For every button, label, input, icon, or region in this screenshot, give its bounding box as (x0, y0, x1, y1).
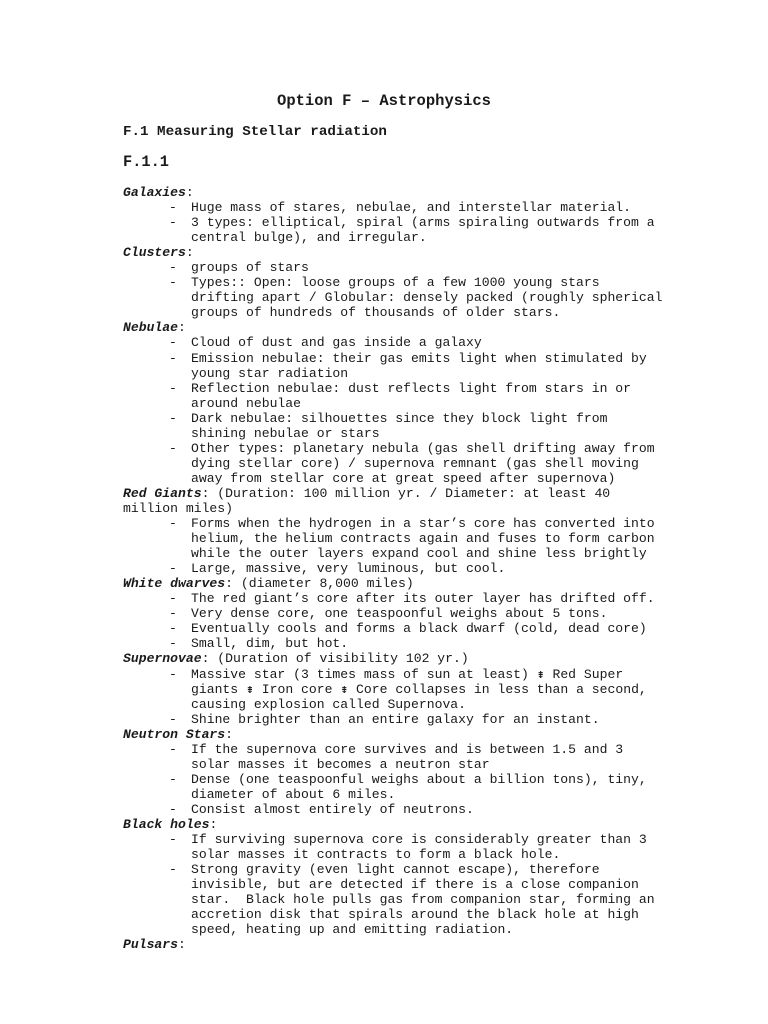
bullet-item (123, 411, 653, 441)
bullet-item (123, 667, 653, 712)
bullet-text: Huge mass of stares, nebulae, and interstellar material. (191, 200, 632, 216)
bullet-dash: - (169, 380, 177, 396)
bullet-dash: - (169, 832, 177, 848)
bullet-dash: - (169, 440, 177, 456)
bullet-text: Massive star (3 times mass of sun at least) ⇟ Red Super giants ⇟ Iron core ⇟ Core collapses in less than a second, causing explosion called Supernova. (191, 666, 647, 712)
bullet-dash: - (169, 621, 177, 637)
entry-term: Galaxies (123, 185, 186, 200)
entry-description: : (diameter 8,000 miles) (225, 576, 414, 592)
bullet-item (123, 606, 653, 621)
bullet-item (123, 200, 653, 215)
bullet-item (123, 832, 653, 862)
entry-term: Neutron Stars (123, 726, 226, 742)
bullet-item (123, 621, 653, 636)
bullet-item (123, 636, 653, 651)
entry-term: Pulsars (123, 937, 179, 953)
bullet-item (123, 215, 653, 245)
entry-term: White dwarves (123, 576, 226, 592)
bullet-item (123, 351, 653, 381)
bullet-text: groups of stars (191, 260, 309, 276)
bullet-text: Dense (one teaspoonful weighs about a billion tons), tiny, diameter of about 6 miles. (191, 771, 647, 802)
entry-description: : (Duration of visibility 102 yr.) (201, 651, 469, 667)
bullet-dash: - (169, 771, 177, 787)
bullet-text: Shine brighter than an entire galaxy for an instant. (191, 711, 600, 727)
bullet-item (123, 561, 653, 576)
bullet-dash: - (169, 215, 177, 231)
entry-heading (123, 651, 653, 666)
bullet-item (123, 862, 653, 937)
entry-heading (123, 937, 653, 952)
bullet-item (123, 516, 653, 561)
bullet-dash: - (169, 350, 177, 366)
entry-description: : (178, 320, 186, 336)
bullet-item (123, 591, 653, 606)
bullet-item (123, 802, 653, 817)
bullet-dash: - (169, 862, 177, 878)
entry-description: : (209, 816, 218, 832)
bullet-text: Reflection nebulae: dust reflects light from stars in or around nebulae (191, 380, 632, 411)
bullet-text: Dark nebulae: silhouettes since they block light from shining nebulae or stars (191, 410, 608, 441)
bullet-dash: - (169, 335, 177, 351)
entry-heading (123, 817, 653, 832)
section-heading: F.1 Measuring Stellar radiation (123, 124, 387, 140)
entry-description: : (Duration: 100 million yr. / Diameter: at least 40 million miles) (123, 485, 611, 516)
bullet-text: Forms when the hydrogen in a star’s core has converted into helium, the helium contracts again and fuses to form carbon while the outer layers expand cool and shine less brightly (191, 516, 655, 562)
entry-description: : (185, 185, 194, 200)
bullet-dash: - (169, 260, 177, 276)
bullet-item (123, 772, 653, 802)
entry-heading (123, 576, 653, 591)
bullet-dash: - (169, 561, 177, 577)
bullet-text: 3 types: elliptical, spiral (arms spiraling outwards from a central bulge), and irregular. (191, 215, 655, 246)
entry-term: Black holes (123, 816, 210, 832)
entry-term: Nebulae (123, 320, 179, 336)
bullet-text: Large, massive, very luminous, but cool. (191, 561, 506, 577)
bullet-item (123, 335, 653, 350)
entry-term: Supernovae (123, 651, 202, 667)
bullet-text: Other types: planetary nebula (gas shell drifting away from dying stellar core) / supernova remnant (gas shell moving away from stellar core at great speed after supernova) (191, 440, 655, 486)
bullet-text: If the supernova core survives and is between 1.5 and 3 solar masses it becomes a neutron star (191, 741, 624, 772)
bullet-dash: - (169, 516, 177, 532)
entry-description: : (178, 937, 186, 953)
bullet-text: Consist almost entirely of neutrons. (191, 801, 474, 817)
bullet-item (123, 742, 653, 772)
bullet-dash: - (169, 741, 177, 757)
bullet-item (123, 712, 653, 727)
bullet-text: Small, dim, but hot. (191, 636, 349, 652)
bullet-item (123, 260, 653, 275)
entry-term: Clusters (123, 245, 186, 261)
bullet-text: The red giant’s core after its outer layer has drifted off. (191, 591, 655, 607)
entry-heading (123, 245, 653, 260)
entry-description: : (185, 245, 194, 261)
bullet-text: If surviving supernova core is considerably greater than 3 solar masses it contracts to form a black hole. (191, 832, 647, 863)
entry-description: : (225, 726, 234, 742)
bullet-dash: - (169, 711, 177, 727)
entry-heading (123, 486, 653, 516)
bullet-text: Cloud of dust and gas inside a galaxy (191, 335, 482, 351)
bullet-text: Very dense core, one teaspoonful weighs about 5 tons. (191, 606, 608, 622)
bullet-item (123, 275, 663, 321)
bullet-dash: - (169, 410, 177, 426)
entries-list (123, 185, 663, 953)
entry-heading (123, 727, 653, 742)
entry-heading (123, 320, 653, 335)
document-title: Option F – Astrophysics (277, 92, 491, 110)
bullet-text: Eventually cools and forms a black dwarf (cold, dead core) (191, 621, 647, 637)
bullet-dash: - (169, 801, 177, 817)
bullet-dash: - (169, 666, 177, 682)
bullet-dash: - (169, 606, 177, 622)
bullet-text: Types:: Open: loose groups of a few 1000 young stars drifting apart / Globular: densely packed (roughly spherical groups of hundreds of thousands of older stars. (191, 275, 663, 321)
bullet-item (123, 441, 653, 486)
entry-term: Red Giants (123, 485, 202, 501)
entry-heading (123, 185, 653, 200)
bullet-text: Emission nebulae: their gas emits light when stimulated by young star radiation (191, 350, 647, 381)
bullet-text: Strong gravity (even light cannot escape), therefore invisible, but are detected if there is a close companion star. Black hole pulls gas from companion star, forming an accretion disk that spirals around the black hole at high speed, heating up and emitting radiation. (191, 862, 655, 938)
subsection-heading: F.1.1 (123, 153, 169, 171)
bullet-dash: - (169, 200, 177, 216)
bullet-item (123, 381, 653, 411)
bullet-dash: - (169, 275, 177, 291)
bullet-dash: - (169, 636, 177, 652)
bullet-dash: - (169, 591, 177, 607)
